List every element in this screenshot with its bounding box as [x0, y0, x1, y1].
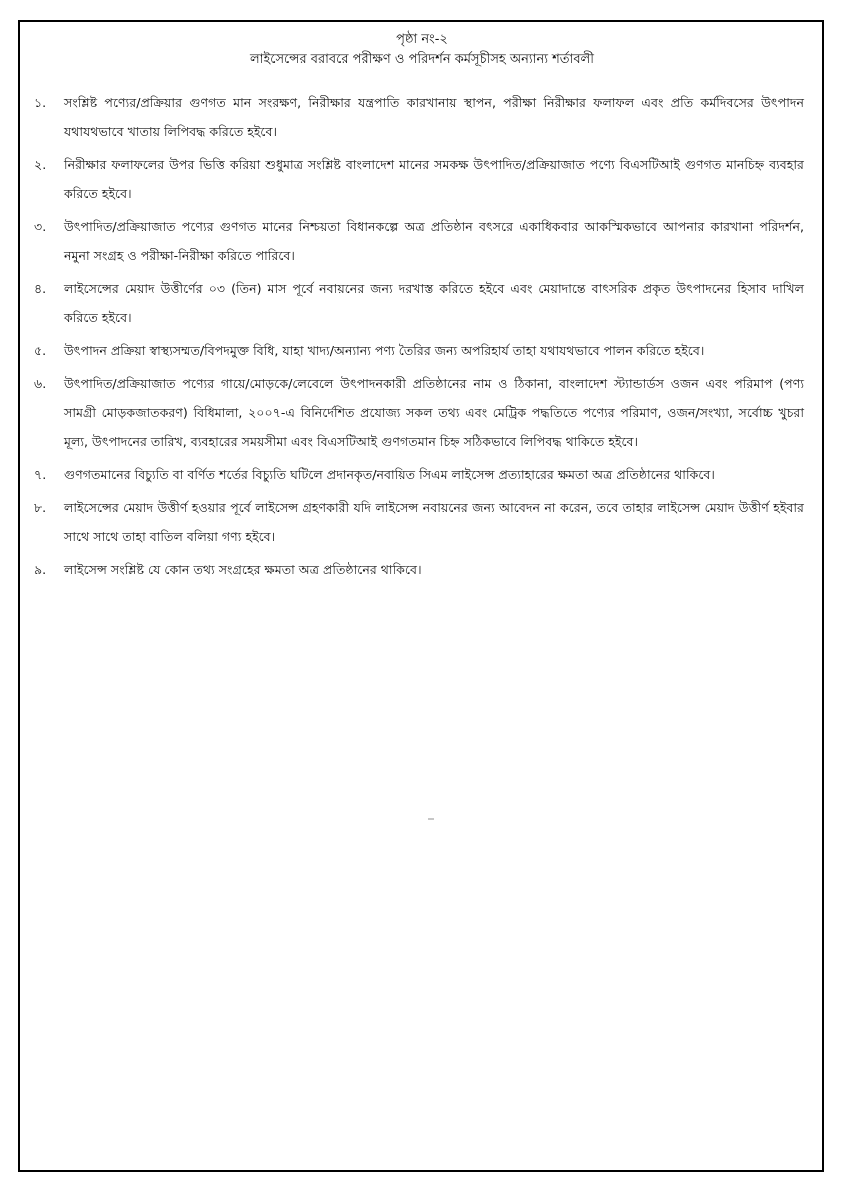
condition-item-9: [34, 555, 804, 584]
condition-item-4: [34, 274, 804, 332]
condition-text: উৎপাদিত/প্রক্রিয়াজাত পণ্যের গুণগত মানের নিশ্চয়তা বিধানকল্পে অত্র প্রতিষ্ঠান বৎসরে একাধিকবার আকস্মিকভাবে আপনার কারখানা পরিদর্শন, নমুনা সংগ্রহ ও পরীক্ষা-নিরীক্ষা করিতে পারিবে।: [64, 219, 804, 263]
condition-text: লাইসেন্স সংশ্লিষ্ট যে কোন তথ্য সংগ্রহের ক্ষমতা অত্র প্রতিষ্ঠানের থাকিবে।: [64, 562, 422, 577]
condition-number: ৭.: [34, 467, 47, 482]
condition-number: ৩.: [34, 219, 47, 234]
condition-text: নিরীক্ষার ফলাফলের উপর ভিত্তি করিয়া শুধুমাত্র সংশ্লিষ্ট বাংলাদেশ মানের সমকক্ষ উৎপাদিত/প্রক্রিয়াজাত পণ্যে বিএসটিআই গুণগত মানচিহ্ন ব্যবহার করিতে হইবে।: [64, 157, 804, 201]
conditions-list: [34, 88, 804, 588]
condition-text: লাইসেন্সের মেয়াদ উত্তীর্ণ হওয়ার পূর্বে লাইসেন্স গ্রহণকারী যদি লাইসেন্স নবায়নের জন্য আবেদন না করেন, তবে তাহার লাইসেন্স মেয়াদ উত্তীর্ণ হইবার সাথে সাথে তাহা বাতিল বলিয়া গণ্য হইবে।: [64, 500, 804, 544]
condition-number: ৬.: [34, 376, 47, 391]
document-header: [20, 30, 824, 70]
condition-number: ২.: [34, 157, 47, 172]
condition-item-2: [34, 150, 804, 208]
condition-number: ৫.: [34, 343, 47, 358]
condition-item-7: [34, 460, 804, 489]
condition-item-8: [34, 493, 804, 551]
condition-text: উৎপাদন প্রক্রিয়া স্বাস্থ্যসম্মত/বিপদমুক্ত বিধি, যাহা খাদ্য/অন্যান্য পণ্য তৈরির জন্য অপরিহার্য তাহা যথাযথভাবে পালন করিতে হইবে।: [64, 343, 705, 358]
condition-text: লাইসেন্সের মেয়াদ উত্তীর্ণের ০৩ (তিন) মাস পূর্বে নবায়নের জন্য দরখাস্ত করিতে হইবে এবং মেয়াদান্তে বাৎসরিক প্রকৃত উৎপাদনের হিসাব দাখিল করিতে হইবে।: [64, 281, 804, 325]
condition-number: ৪.: [34, 281, 47, 296]
condition-text: উৎপাদিত/প্রক্রিয়াজাত পণ্যের গায়ে/মোড়কে/লেবেলে উৎপাদনকারী প্রতিষ্ঠানের নাম ও ঠিকানা, বাংলাদেশ স্ট্যান্ডার্ডস ওজন এবং পরিমাপ (পণ্য সামগ্রী মোড়কজাতকরণ) বিধিমালা, ২০০৭-এ বিনির্দেশিত প্রযোজ্য সকল তথ্য এবং মেট্রিক পদ্ধতিতে পণ্যের পরিমাণ, ওজন/সংখ্যা, সর্বোচ্চ খুচরা মূল্য, উৎপাদনের তারিখ, ব্যবহারের সময়সীমা এবং বিএসটিআই গুণগতমান চিহ্ন সঠিকভাবে লিপিবদ্ধ থাকিতে হইবে।: [64, 376, 804, 449]
condition-text: গুণগতমানের বিচ্যুতি বা বর্ণিত শর্তের বিচ্যুতি ঘটিলে প্রদানকৃত/নবায়িত সিএম লাইসেন্স প্রত্যাহারের ক্ষমতা অত্র প্রতিষ্ঠানের থাকিবে।: [64, 467, 715, 482]
condition-number: ৯.: [34, 562, 47, 577]
condition-item-3: [34, 212, 804, 270]
condition-item-5: [34, 336, 804, 365]
condition-item-1: [34, 88, 804, 146]
condition-number: ৮.: [34, 500, 47, 515]
page-heading: লাইসেন্সের বরাবরে পরীক্ষণ ও পরিদর্শন কর্মসূচীসহ অন্যান্য শর্তাবলী: [250, 52, 594, 67]
scan-speck: [428, 818, 434, 820]
condition-item-6: [34, 369, 804, 456]
condition-text: সংশ্লিষ্ট পণ্যের/প্রক্রিয়ার গুণগত মান সংরক্ষণ, নিরীক্ষার যন্ত্রপাতি কারখানায় স্থাপন, পরীক্ষা নিরীক্ষার ফলাফল এবং প্রতি কর্মদিবসের উৎপাদন যথাযথভাবে খাতায় লিপিবদ্ধ করিতে হইবে।: [64, 95, 804, 139]
page-number: পৃষ্ঠা নং-২: [396, 32, 448, 47]
condition-number: ১.: [34, 95, 47, 110]
